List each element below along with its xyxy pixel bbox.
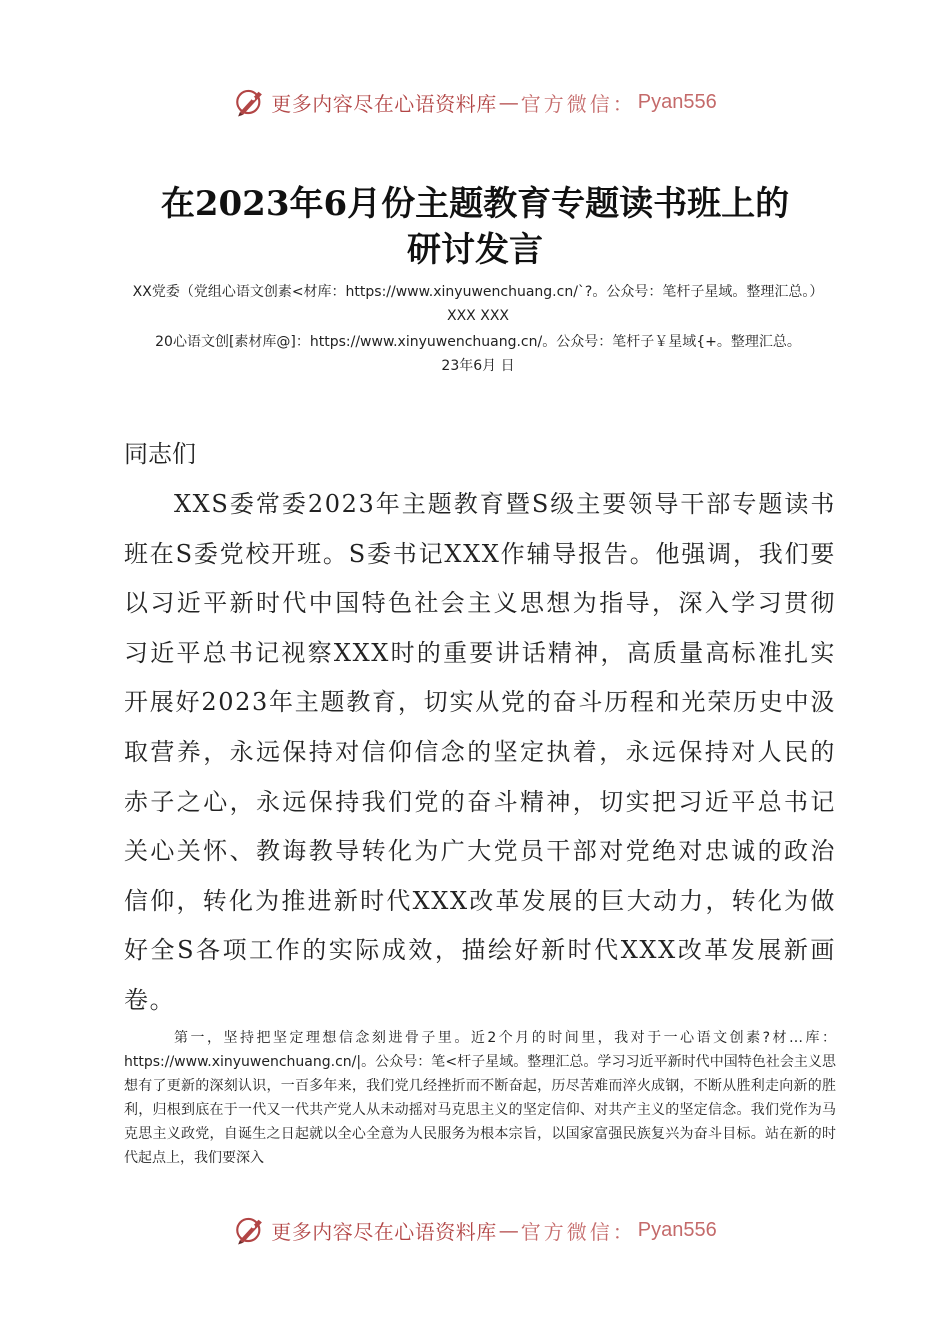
document-title-line1: 在2023年6月份主题教育专题读书班上的 [160, 184, 790, 224]
banner-contact-label: 官方微信： [520, 91, 636, 116]
footer-banner [0, 1210, 950, 1250]
body-paragraph: XXS委常委2023年主题教育暨S级主要领导干部专题读书班在S委党校开班。S委书记XXX作辅导报告。他强调，我们要以习近平新时代中国特色社会主义思想为指导，深入学习贯彻习近平总书记视察XXX时的重要讲话精神，高质量高标准扎实开展好2023年主题教育，切实从党的奋斗历程和光荣历史中汲取营养，永远保持对信仰信念的坚定执着，永远保持对人民的赤子之心，永远保持我们党的奋斗精神，切实把习近平总书记关心关怀、教诲教导转化为广大党员干部对党绝对忠诚的政治信仰，转化为推进新时代XXX改革发展的巨大动力，转化为做好全S各项工作的实际成效，描绘好新时代XXX改革发展新画卷。 [124, 490, 836, 1014]
document-meta-author: XX党委（党组心语文创素<材库：https://www.xinyuwenchuang.cn/`?。公众号：笔杆子星域。整理汇总。）XXX XXX [132, 284, 824, 324]
banner-contact-id: Pyan556 [637, 90, 717, 113]
banner-contact-id: Pyan556 [637, 1218, 717, 1241]
body-paragraph-small: 第一，坚持把坚定理想信念刻进骨子里。近2个月的时间里，我对于一心语文创素?材…库：https://www.xinyuwenchuang.cn/|。公众号：笔<杆子星域。整理汇总。学习习近平新时代中国特色社会主义思想有了更新的深刻认识，一百多年来，我们党几经挫折而不断奋起，历尽苦难而淬火成钢，不断从胜利走向新的胜利，归根到底在于一代又一代共产党人从未动摇对马克思主义的坚定信仰、对共产主义的坚定信念。我们党作为马克思主义政党，自诞生之日起就以全心全意为人民服务为根本宗旨，以国家富强民族复兴为奋斗目标。站在新的时代起点上，我们要深入 [124, 1030, 836, 1166]
salutation: 同志们 [124, 440, 196, 468]
banner-separator: — [498, 1218, 519, 1242]
document-meta-source: 20心语文创[素材库@]：https://www.xinyuwenchuang.cn/。公众号：笔杆子￥星域{+。整理汇总。 [155, 334, 801, 350]
banner-text: 更多内容尽在心语资料库 [271, 91, 497, 116]
pen-logo-icon [233, 85, 267, 119]
pen-logo-icon [233, 1213, 267, 1247]
banner-contact-label: 官方微信： [520, 1219, 636, 1244]
banner-separator: — [498, 90, 519, 114]
header-banner [0, 82, 950, 122]
document-title-line2: 研讨发言 [407, 230, 543, 270]
banner-text: 更多内容尽在心语资料库 [271, 1219, 497, 1244]
document-meta-date: 23年6月 日 [441, 358, 515, 374]
